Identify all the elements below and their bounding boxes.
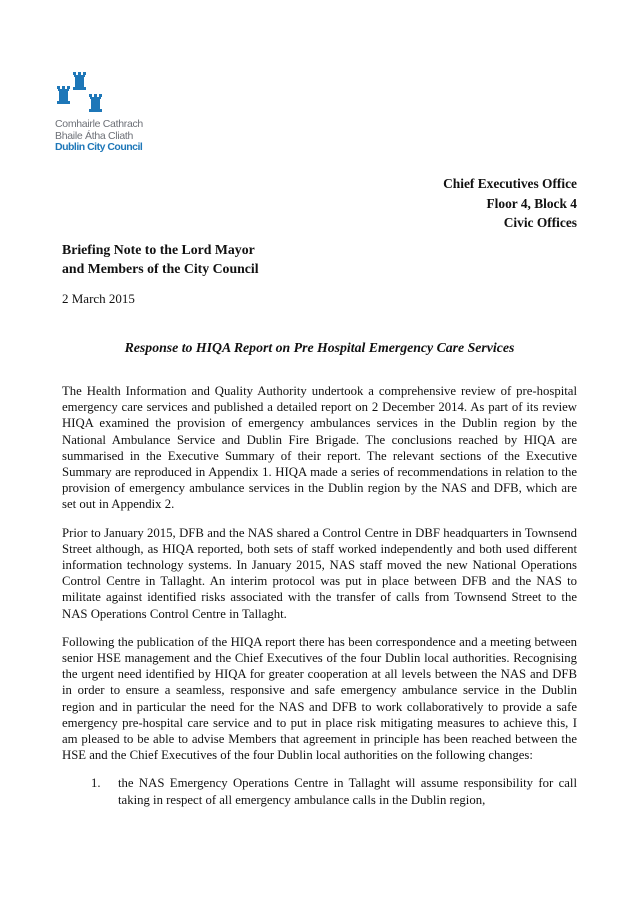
logo-line-irish-2: Bhaile Átha Cliath [55,129,134,142]
address-line: Chief Executives Office [443,176,577,191]
address-line: Civic Offices [503,215,577,230]
briefing-line: Briefing Note to the Lord Mayor [62,242,255,257]
body-paragraph: Following the publication of the HIQA report there has been correspondence and a meeting between senior HSE management and the Chief Executives of the four Dublin local authorities. Recognising the urgent need identified by HIQA for greater cooperation at all levels between the NAS and DFB in order to ensure a seamless, responsive and safe emergency ambulance service in the Dublin region and in particular the need for the NAS and DFB to work collaboratively to provide a safe emergency pre-hospital care service and to put in place risk mitigating measures to achieve this, I am pleased to be able to advise Members that agreement in principle has been reached between the HSE and the Chief Executives of the four Dublin local authorities on the following changes: [62,634,577,763]
address-line: Floor 4, Block 4 [486,195,577,211]
dublin-city-council-logo [55,72,165,158]
list-item-number: 1. [91,776,101,791]
logo-wordmark [55,119,143,154]
document-body [62,383,577,808]
body-paragraph: Prior to January 2015, DFB and the NAS shared a Control Centre in DBF headquarters in Townsend Street although, as HIQA reported, both sets of staff worked independently and both used different information technology systems. In January 2015, NAS staff moved the new National Operations Control Centre in Tallaght. An interim protocol was put in place between DFB and the NAS to militate against identified risks associated with the transfer of calls from Townsend Street to the NAS Operations Control Centre in Tallaght. [62,525,577,621]
castle-icon [55,72,105,118]
document-date: 2 March 2015 [62,291,135,306]
list-item-text: the NAS Emergency Operations Centre in Tallaght will assume responsibility for call taking in respect of all emergency ambulance calls in the Dublin region, [118,776,577,807]
changes-list [62,775,577,807]
logo-line-english: Dublin City Council [55,141,143,153]
logo-line-irish-1: Comhairle Cathrach [55,118,143,130]
briefing-line: and Members of the City Council [62,261,259,276]
list-item [62,775,577,807]
body-paragraph: The Health Information and Quality Authority undertook a comprehensive review of pre-hospital emergency care services and published a detailed report on 2 December 2014. As part of its review HIQA examined the provision of emergency ambulances services in the Dublin region by the National Ambulance Service and Dublin Fire Brigade. The conclusions reached by HIQA are summarised in the Executive Summary of their report. The relevant sections of the Executive Summary are reproduced in Appendix 1. HIQA made a series of recommendations in relation to the provision of emergency ambulance services in the Dublin region by the NAS and DFB, which are set out in Appendix 2. [62,384,577,512]
briefing-heading [62,240,259,278]
document-title: Response to HIQA Report on Pre Hospital Emergency Care Services [124,340,515,355]
sender-address [443,174,577,233]
